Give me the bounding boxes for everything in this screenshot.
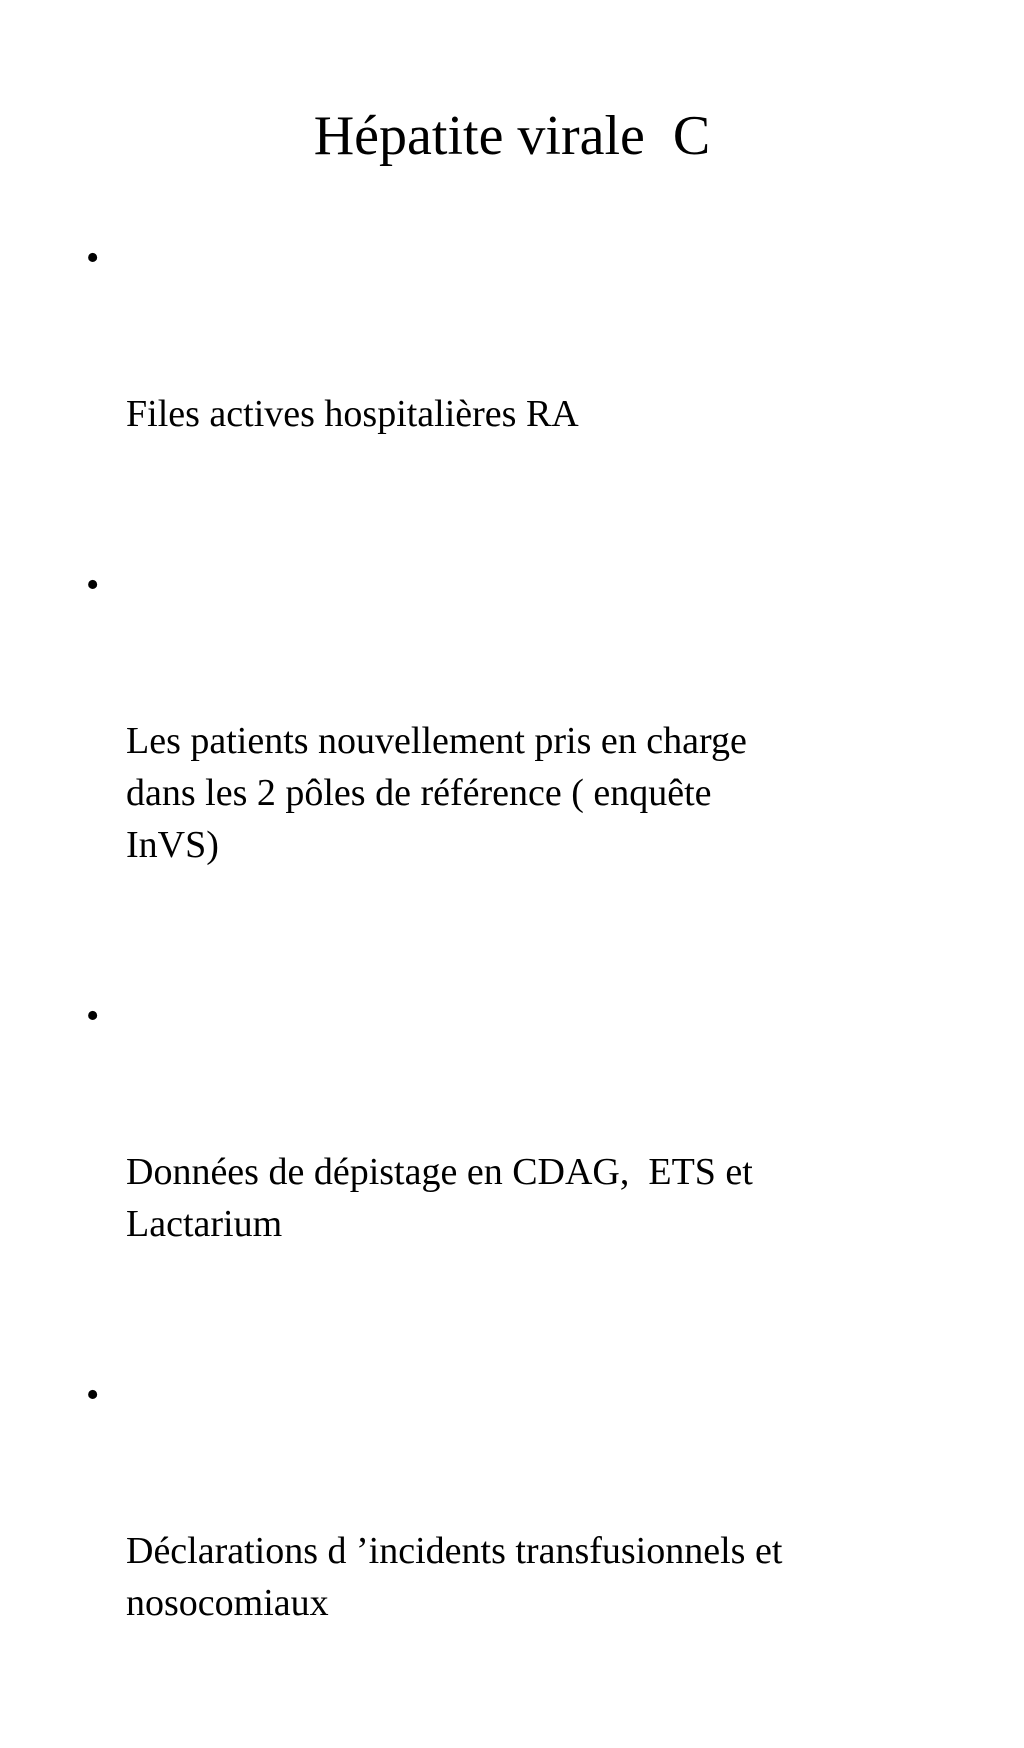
bullet-text: Déclarations d ’incidents transfusionnels et nosocomiaux xyxy=(126,1530,783,1624)
bullet-item xyxy=(78,990,958,1354)
bullet-text: Données de dépistage en CDAG, ETS et Lactarium xyxy=(126,1151,753,1245)
bullet-item xyxy=(78,559,958,975)
slide-title: Hépatite virale C xyxy=(313,105,711,167)
bullet-icon: • xyxy=(86,995,100,1037)
bullet-list xyxy=(78,232,958,1748)
bullet-icon: • xyxy=(86,237,100,279)
bullet-icon: • xyxy=(86,564,100,606)
bullet-item xyxy=(78,1369,958,1733)
bullet-item xyxy=(78,232,958,544)
bullet-text: Les patients nouvellement pris en charge dans les 2 pôles de référence ( enquête InVS) xyxy=(126,720,747,866)
bullet-icon: • xyxy=(86,1374,100,1416)
bullet-text: Files actives hospitalières RA xyxy=(126,393,579,435)
